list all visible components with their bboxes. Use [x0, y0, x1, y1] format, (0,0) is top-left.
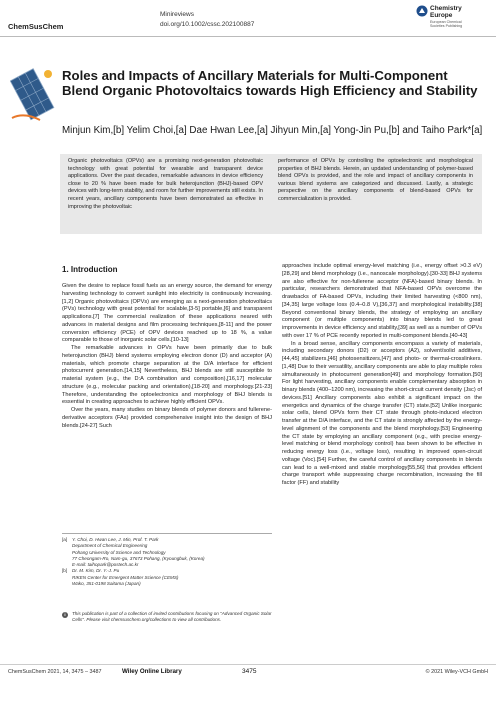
- footer-divider: [0, 664, 496, 665]
- abstract: [60, 154, 482, 234]
- info-icon: i: [62, 612, 68, 618]
- paragraph: The remarkable advances in OPVs have been primarily due to bulk heterojunction (BHJ) blend systems employing electron donor (D) and acceptor (A) materials, which promote charge separation at the D/A interface for efficient photocurrent generation.[14,15] Nevertheless, BHJ blends are still susceptible to material system (e.g., the D:A combination and composition),[16,17] molecular structure (e.g., molecular packing and orientation),[18-20] and morphology.[21-23] Therefore, understanding the optoelectronics and morphology of BHJ blends is essential in creating approaches to achieve highly efficient OPVs.: [62, 345, 272, 406]
- corresponding-email[interactable]: E-mail: taihopark@postech.ac.kr: [72, 562, 139, 568]
- affiliation-b: [b] Dr. M. Kim, Dr. Y.-J. Pu RIKEN Center for Emergent Matter Science (CEMS) Wako, 351-0198 Saitama (Japan): [62, 568, 179, 587]
- article-type: Minireviews: [160, 11, 194, 18]
- solar-panel-graphic-icon: [10, 66, 56, 126]
- paragraph: Over the years, many studies on binary blends of polymer donors and fullerene-derivative acceptors (FAs) provided comprehensive insight into the design of BHJ blends.[24-27] Such: [62, 407, 272, 429]
- wiley-online-library-link[interactable]: Wiley Online Library: [122, 668, 182, 675]
- author-list: Minjun Kim,[b] Yelim Choi,[a] Dae Hwan Lee,[a] Jihyun Min,[a] Yong-Jin Pu,[b] and Taiho Park*[a]: [62, 125, 483, 136]
- affiliation-a: [a] Y. Choi, D. Hwan Lee, J. Min, Prof. T. Park Department of Chemical Engineering Pohang University of Science and Technology 77 Cheongam-Ro, Nam-gu, 37673 Pohang, (Kyoungbuk, (Korea) E-mail: taihopark@postech.ac.kr: [62, 537, 272, 568]
- publisher-subtitle: European Chemical Societies Publishing: [430, 20, 463, 29]
- paragraph: In a broad sense, ancillary components encompass a variety of materials, including secondary donors (D2) or acceptors (A2), solvent/solid additives,[44,45] stabilizers,[46] photosensitizers,[47] and photo- or thermal-crosslinkers.[1,48] Due to their versatility, ancillary components are able to play multiple roles simultaneously in photocurrent generation[49] and morphology formation.[50] For light harvesting, ancillary components enable complementary absorption in binary blends (400–1200 nm), increasing the short-circuit current density (Jsc) of devices.[51] Ancillary components also exhibit a significant impact on the energetics and dynamics of the charge transfer (CT) state.[52] Unlike inorganic solar cells, blend OPVs form their CT state through photo-induced electron transfer at the D/A interface, and the CT state is strongly affected by the energy-level alignment of the components and the blend morphology.[53] Engineering the CT state by employing an ancillary component (e.g., with precise energy-level matching or blend morphology control) has been shown to be effective in reducing energy loss (i.e., voltage loss), resulting in improved open-circuit voltage (Voc).[54] Further, the careful control of ancillary components in blends can lead to a well-mixed and stable morphology[55,56] that provides efficient charge transport while suppressing charge recombination, increasing the fill factor (FF) and stability: [282, 340, 482, 486]
- article-title: Roles and Impacts of Ancillary Materials for Multi-Component Blend Organic Photovoltaics towards High Efficiency and Stability: [62, 68, 478, 98]
- publisher-logo[interactable]: [416, 3, 492, 35]
- affiliations: [62, 537, 272, 587]
- paragraph: approaches include optimal energy-level matching (i.e., energy offset >0.3 eV)[28,29] and blend morphology (i.e., nanoscale morphology).[30-33] BHJ systems are also effective for non-fullerene acceptor (NFA)-based binary blends. In particular, researchers demonstrated that NFA-based OPVs overcome the drawbacks of FA-based OPVs, including their limited harvesting (<800 nm),[34,35] large voltage loss (0.4–0.8 V),[36,37] and morphological instability.[38] Beyond conventional binary blends, the strategy of employing an ancillary component (or multiple components) into binary blends led to great improvements in device efficiency and stability,[39] as well as a number of OPVs with over 17 % of PCE recently reported in multi-component blends.[40-43]: [282, 263, 482, 339]
- page-header: [0, 0, 496, 40]
- publisher-name: Chemistry Europe: [430, 5, 462, 19]
- header-divider: [0, 36, 496, 37]
- body-left-column: [62, 283, 272, 430]
- doi-link[interactable]: doi.org/10.1002/cssc.202100887: [160, 21, 255, 28]
- paragraph: Given the desire to replace fossil fuels as an energy source, the demand for energy harvesting technology to convert sunlight into electricity is continuously increasing.[1,2] Organic photovoltaics (OPVs) are emerging as a next-generation photovoltaics (PVs) technology with great potential for scalable,[3-5] portable,[6] and transparent applications.[7] The commercial realization of these applications neared with advances in material designs and film processing techniques,[8-11] and the power conversion efficiency (PCE) of OPV devices reached up to 18 %, a value comparable to those of inorganic solar cells.[10-13]: [62, 283, 272, 344]
- section-heading: 1. Introduction: [62, 265, 118, 274]
- collection-note: i This publication is part of a collection of invited contributions focusing on "Advanced Organic Solar Cells". Please visit chemsuschem.org/collections to view all contributions.: [62, 611, 272, 624]
- abstract-left-column: Organic photovoltaics (OPVs) are a promising next-generation photovoltaic technology with great potential for wearable and transparent device applications. Over the past decades, remarkable advances in device efficiency close to 20 % have been made for bulk heterojunction (BHJ)-based OPV devices with long-term stability, and room for further improvements still exists. In recent years, ancillary components have been demonstrated as effective in improving the photovoltaic: [68, 158, 263, 210]
- copyright: © 2021 Wiley-VCH GmbH: [425, 669, 488, 675]
- body-right-column: [282, 263, 482, 488]
- page-number: 3475: [242, 668, 257, 675]
- footnote-divider: [62, 533, 272, 534]
- chemistry-europe-logo-icon: [416, 5, 428, 17]
- abstract-right-column: performance of OPVs by controlling the optoelectronic and morphological properties of BHJ blends. Herein, an updated understanding of polymer-based blend OPVs is provided, and the role and impact of ancillary components in various blend systems are categorized and discussed. Lastly, a strategic perspective on the ancillary components of blend-based OPVs for commercialization is provided.: [278, 158, 473, 202]
- footer-citation: ChemSusChem 2021, 14, 3475 – 3487: [8, 669, 102, 675]
- journal-name: ChemSusChem: [8, 22, 64, 31]
